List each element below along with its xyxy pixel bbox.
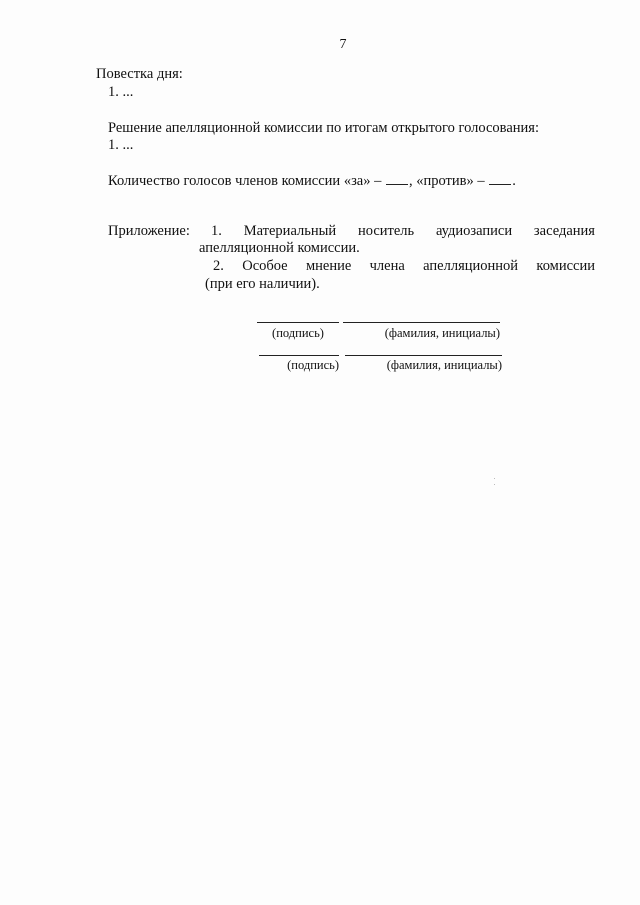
- attachment-2-word: комиссии: [536, 258, 595, 274]
- votes-against-blank: [489, 172, 511, 185]
- name-label: (фамилия, инициалы): [384, 326, 500, 340]
- decision-title: Решение апелляционной комиссии по итогам открытого голосования:: [108, 120, 539, 136]
- scan-speck: [494, 478, 495, 479]
- attachment-2-word: Особое: [242, 258, 288, 274]
- votes-for-blank: [386, 172, 408, 185]
- signature-label: (подпись): [287, 358, 339, 372]
- attachment-2-word: апелляционной: [423, 258, 519, 274]
- attachment-2-word: 2.: [213, 258, 224, 274]
- attachment-1-word: Материальный: [243, 223, 337, 239]
- scan-speck: [494, 484, 495, 485]
- agenda-item: 1. ...: [108, 84, 134, 100]
- attachment-1-line-2: апелляционной комиссии.: [199, 240, 360, 256]
- attachment-2-word: мнение: [305, 258, 352, 274]
- signature-label: (подпись): [272, 326, 324, 340]
- attachment-1-word: носитель: [357, 223, 415, 239]
- votes-text-end: .: [512, 173, 516, 189]
- signature-line: [257, 322, 339, 323]
- name-line: [345, 355, 502, 356]
- attachment-2-line-1: [213, 258, 595, 275]
- signature-line: [259, 355, 339, 356]
- attachment-1-word: заседания: [533, 223, 595, 239]
- votes-text-middle: , «против» –: [408, 173, 485, 189]
- attachment-1-line-1: [211, 223, 595, 240]
- votes-text-before: Количество голосов членов комиссии «за» –: [108, 173, 382, 189]
- attachment-2-line-2: (при его наличии).: [205, 276, 320, 292]
- votes-line: [108, 172, 516, 190]
- attachment-2-word: члена: [369, 258, 405, 274]
- agenda-title: Повестка дня:: [96, 66, 183, 82]
- name-label: (фамилия, инициалы): [386, 358, 502, 372]
- attachment-1-word: 1.: [211, 223, 222, 239]
- decision-item: 1. ...: [108, 137, 134, 153]
- name-line: [343, 322, 500, 323]
- attachment-1-word: аудиозаписи: [435, 223, 513, 239]
- attachments-label: Приложение:: [108, 223, 190, 239]
- page-number: 7: [339, 37, 347, 52]
